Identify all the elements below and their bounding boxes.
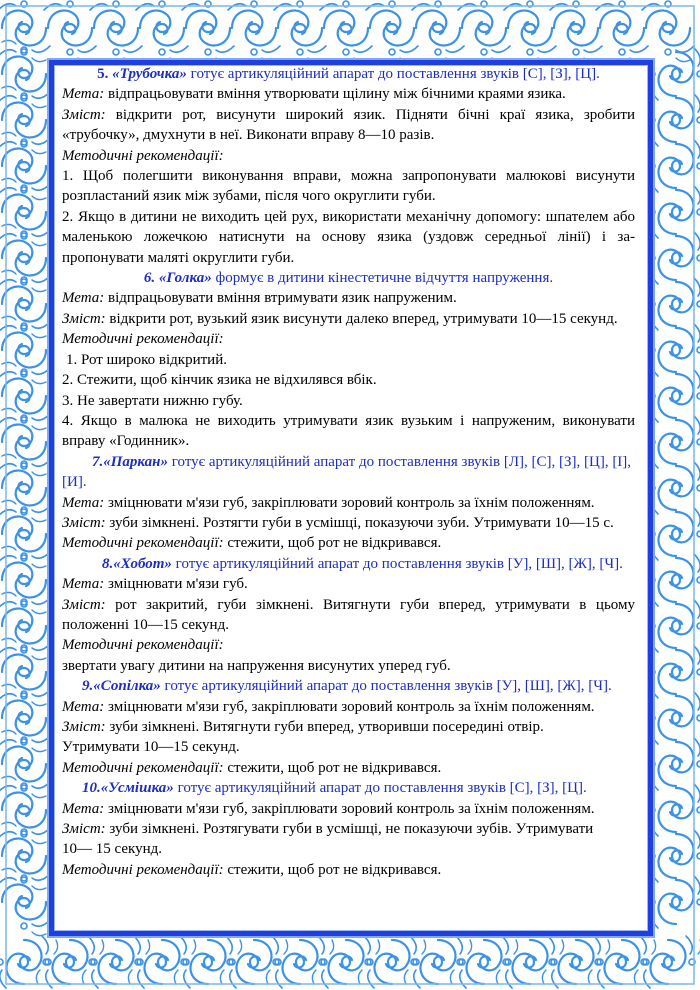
exercise-heading: 8.«Хобот» готує артикуляційний апарат до поставлення звуків [У], [Ш], [Ж], [Ч]. bbox=[102, 555, 623, 572]
goal-line: Мета: зміцнювати м'язи губ, закріплювати зоровий контроль за їхнім положенням. bbox=[62, 800, 595, 817]
exercise-heading: 9.«Сопілка» готує артикуляційний апарат до поставлення звуків [У], [Ш], [Ж], [Ч]. bbox=[82, 678, 612, 695]
recommendation: звертати увагу дитини на напруження висунутих уперед губ. bbox=[62, 657, 451, 674]
method-line: Методичні рекомендації: стежити, щоб рот не відкривався. bbox=[62, 535, 442, 552]
content-line: Зміст: зуби зімкнені. Розтягувати губи в усмішці, не показуючи зубів. Утримувати bbox=[62, 821, 594, 838]
content-line: Утримувати 10—15 секунд. bbox=[62, 739, 240, 756]
method-line: Методичні рекомендації: стежити, щоб рот не відкривався. bbox=[62, 861, 442, 878]
method-label: Методичні рекомендації: bbox=[62, 331, 224, 348]
content-line: Зміст: рот закритий, губи зімкнені. Витягнути губи вперед, утримувати в цьому положенні 10—15 секунд. bbox=[62, 596, 635, 633]
exercise-heading: 5. «Трубочка» готує артикуляційний апарат до поставлення звуків [С], [З], [Ц]. bbox=[97, 66, 600, 82]
content-line: Зміст: зуби зімкнені. Витягнути губи вперед, утворивши посередині отвір. bbox=[62, 719, 544, 735]
method-label: Методичні рекомендації: bbox=[62, 637, 224, 654]
recommendation: 3. Не завертати нижню губу. bbox=[62, 392, 243, 409]
recommendation: 1. Щоб полегшити виконування вправи, можна запропонувати малюкові висунути розпластаний язик між зубами, після чого округлити губи. bbox=[62, 168, 635, 205]
recommendation: 1. Рот широко відкритий. bbox=[66, 351, 227, 368]
goal-line: Мета: відпрацьовувати вміння утворювати щілину між бічними краями язика. bbox=[62, 86, 566, 103]
goal-line: Мета: зміцнювати м'язи губ, закріплювати зоровий контроль за їхнім положенням. bbox=[62, 494, 595, 511]
method-label: Методичні рекомендації: bbox=[62, 147, 224, 164]
recommendation: 2. Якщо в дитини не виходить цей рух, використати механічну допомогу: шпателем або маленькою ложечкою натиснути на основу язика (уздовж середньої лінії) і запропонувати маляті округлити губи. bbox=[62, 208, 635, 266]
goal-line: Мета: зміцнювати м'язи губ, закріплювати зоровий контроль за їхнім положенням. bbox=[62, 698, 595, 715]
exercise-heading: 6. «Голка» формує в дитини кінестетичне відчуття напруження. bbox=[143, 270, 554, 287]
exercise-heading: 10.«Усмішка» готує артикуляційний апарат до поставлення звуків [С], [З], [Ц]. bbox=[82, 780, 587, 797]
method-line: Методичні рекомендації: стежити, щоб рот не відкривався. bbox=[62, 759, 442, 776]
content-line: 10— 15 секунд. bbox=[62, 841, 162, 858]
document-body bbox=[62, 64, 635, 880]
content-line: Зміст: зуби зімкнені. Розтягти губи в усмішці, показуючи зуби. Утримувати 10—15 с. bbox=[62, 514, 614, 531]
content-line: Зміст: відкрити рот, вузький язик висунути далеко вперед, утримувати 10—15 секунд. bbox=[62, 310, 618, 327]
goal-line: Мета: відпрацьовувати вміння втримувати язик напруженим. bbox=[62, 290, 457, 307]
recommendation: 2. Стежити, щоб кінчик язика не відхилявся вбік. bbox=[62, 372, 377, 389]
exercise-heading: 7.«Паркан» готує артикуляційний апарат до поставлення звуків [Л], [С], [З], [Ц], [І], [И]. bbox=[62, 453, 632, 491]
recommendation: 4. Якщо в малюка не виходить утримувати язик вузьким і напруженим, виконувати вправу «Годинник». bbox=[62, 412, 635, 450]
goal-line: Мета: зміцнювати м'язи губ. bbox=[62, 576, 248, 593]
content-line: Зміст: відкрити рот, висунути широкий язик. Підняти бічні краї язика, зробити «трубочку», дмухнути в неї. Виконати вправу 8—10 разів. bbox=[62, 106, 635, 144]
